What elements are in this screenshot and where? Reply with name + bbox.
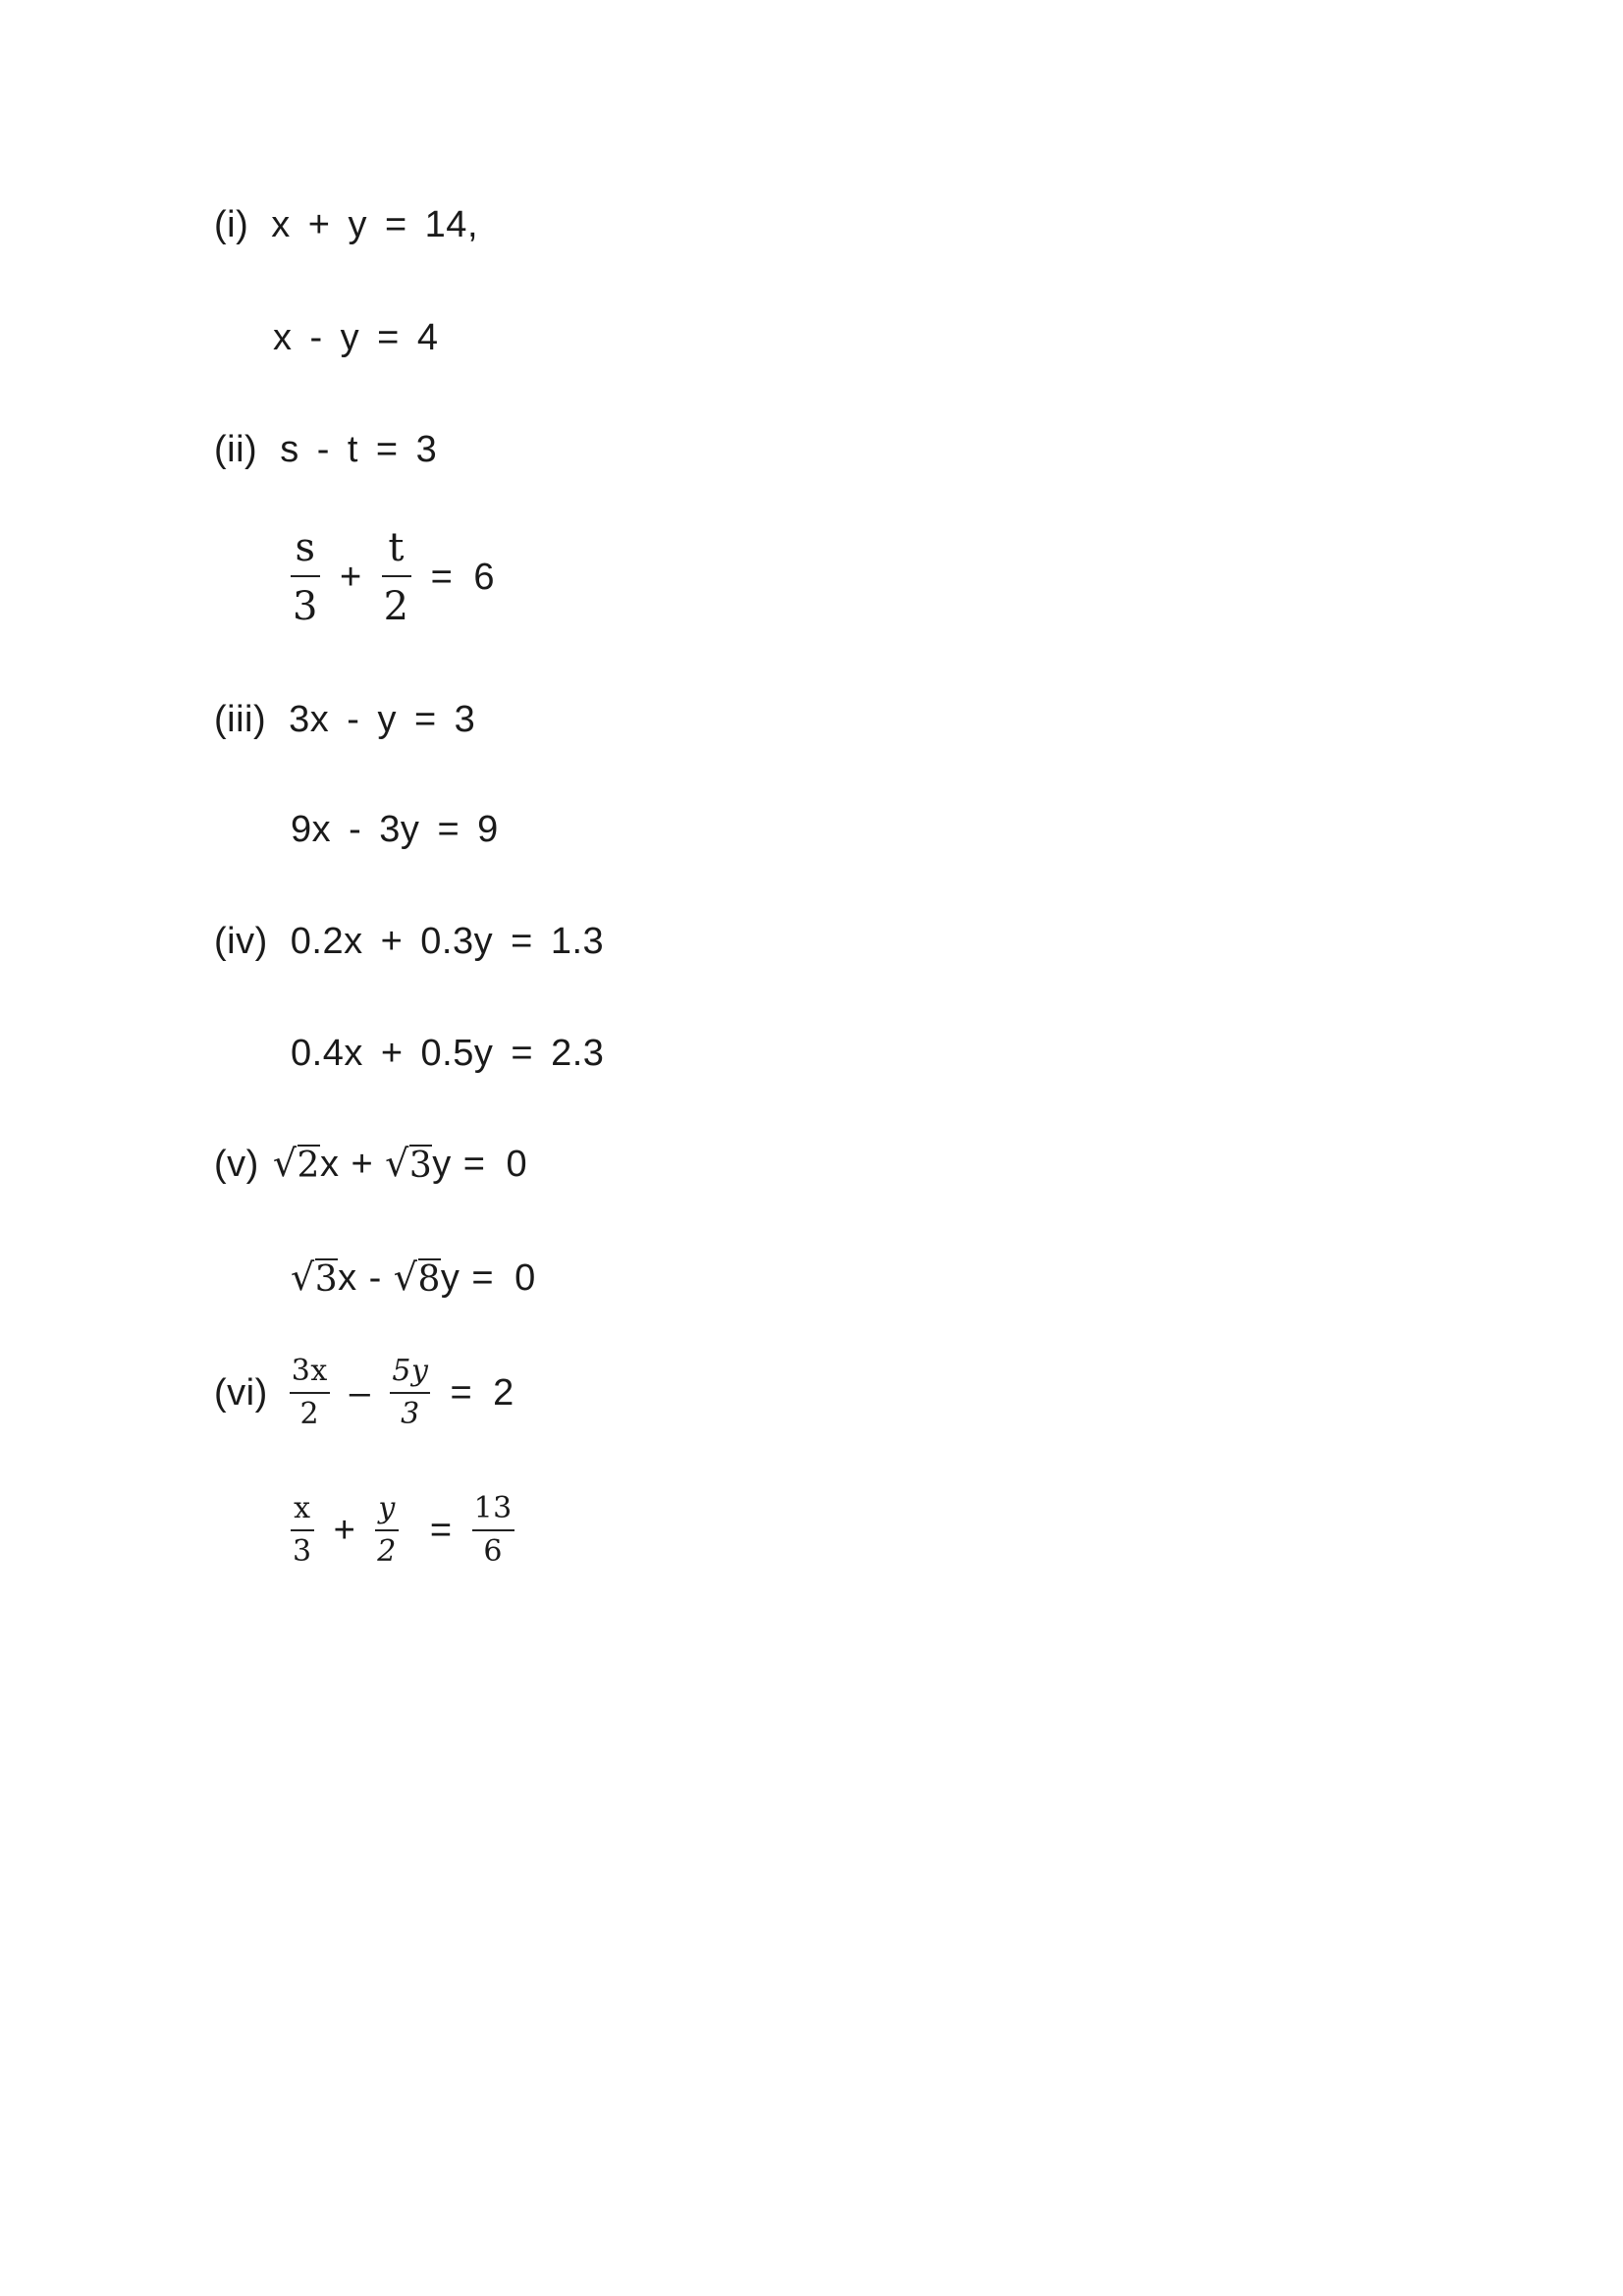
operator: +	[380, 1033, 404, 1074]
equals-sign: =	[384, 204, 407, 245]
radicand: 3	[314, 1259, 339, 1300]
term: 3x	[289, 699, 330, 740]
term: y	[348, 204, 367, 245]
problem-5-equation-1	[214, 1142, 536, 1186]
problem-5-equation-2	[291, 1255, 545, 1300]
problem-3-equation-2	[291, 811, 508, 848]
variable: y	[432, 1144, 452, 1185]
problem-label: (i)	[214, 204, 249, 245]
denominator: 3	[293, 584, 318, 629]
term: y	[340, 317, 360, 358]
problem-4-equation-2	[291, 1035, 613, 1072]
equals-sign: =	[413, 699, 437, 740]
rhs: 1.3	[550, 921, 605, 962]
operator: +	[351, 1144, 374, 1185]
problem-label: (iii)	[214, 699, 267, 740]
equals-sign: =	[375, 429, 399, 470]
rhs: 2.3	[551, 1033, 605, 1074]
rhs: 0	[514, 1257, 536, 1299]
operator: -	[368, 1257, 382, 1299]
denominator: 3	[293, 1534, 312, 1569]
variable: y	[440, 1257, 460, 1299]
variable: x	[319, 1144, 340, 1185]
numerator: s	[295, 525, 316, 570]
rhs: 9	[477, 809, 499, 850]
fraction	[472, 1491, 514, 1569]
fraction	[390, 1354, 430, 1431]
term: 0.2x	[290, 921, 363, 962]
problem-6-equation-1	[214, 1354, 523, 1431]
problem-3-equation-1	[214, 701, 484, 738]
problem-1-equation-2	[273, 319, 448, 356]
radicand: 3	[408, 1146, 433, 1186]
denominator: 3	[401, 1397, 420, 1431]
denominator: 2	[299, 1397, 320, 1431]
numerator: t	[388, 525, 405, 570]
term: t	[347, 429, 358, 470]
equals-sign: =	[429, 1510, 453, 1551]
problem-label: (vi)	[214, 1372, 268, 1414]
square-root	[272, 1142, 320, 1186]
problem-label: (v)	[214, 1144, 259, 1185]
problem-label: (ii)	[214, 429, 258, 470]
operator: +	[333, 1510, 356, 1551]
term: 9x	[291, 809, 332, 850]
radicand: 8	[417, 1259, 441, 1300]
fraction	[382, 525, 411, 629]
operator: –	[349, 1372, 371, 1414]
rhs: 4	[416, 317, 439, 358]
square-root	[385, 1142, 433, 1186]
problem-2-equation-1	[214, 431, 446, 468]
rhs: 3	[454, 699, 476, 740]
term: y	[377, 699, 397, 740]
radicand: 2	[297, 1146, 320, 1186]
equals-sign: =	[511, 921, 533, 962]
square-root	[393, 1255, 441, 1300]
fraction	[290, 1354, 330, 1431]
term: 3y	[379, 809, 420, 850]
problem-label: (iv)	[214, 921, 268, 962]
operator: -	[309, 317, 323, 358]
square-root	[291, 1255, 339, 1300]
term: x	[271, 204, 291, 245]
rhs: 0	[506, 1144, 528, 1185]
numerator: 3x	[291, 1354, 328, 1388]
problem-1-equation-1	[214, 206, 487, 243]
radical-sign: √	[272, 1142, 298, 1185]
numerator: 13	[473, 1491, 513, 1525]
fraction	[375, 1491, 399, 1569]
variable: x	[338, 1257, 357, 1299]
fraction	[291, 1491, 314, 1569]
rhs: 2	[493, 1372, 514, 1414]
equals-sign: =	[437, 809, 460, 850]
radical-sign: √	[393, 1255, 418, 1299]
denominator: 2	[377, 1534, 397, 1569]
equals-sign: =	[450, 1372, 473, 1414]
radical-sign: √	[385, 1142, 409, 1185]
term: 0.5y	[420, 1033, 494, 1074]
term: s	[280, 429, 299, 470]
fraction	[291, 525, 320, 629]
term: 0.4x	[291, 1033, 363, 1074]
operator: +	[307, 204, 331, 245]
operator: -	[347, 699, 360, 740]
rhs: 3	[415, 429, 438, 470]
denominator: 2	[383, 584, 409, 629]
rhs: 6	[473, 557, 495, 598]
problem-6-equation-2	[283, 1491, 522, 1569]
equals-sign: =	[462, 1144, 486, 1185]
radical-sign: √	[291, 1255, 315, 1299]
operator: +	[380, 921, 404, 962]
term: 0.3y	[420, 921, 494, 962]
equals-sign: =	[377, 317, 400, 358]
operator: -	[316, 429, 330, 470]
problem-4-equation-1	[214, 923, 613, 960]
operator: -	[349, 809, 362, 850]
equals-sign: =	[430, 557, 454, 598]
numerator: 5y	[392, 1354, 429, 1388]
operator: +	[339, 557, 362, 598]
numerator: x	[294, 1491, 311, 1525]
equals-sign: =	[471, 1257, 495, 1299]
term: x	[273, 317, 293, 358]
denominator: 6	[483, 1534, 503, 1569]
numerator: y	[378, 1491, 396, 1525]
problem-2-equation-2	[283, 525, 504, 629]
rhs: 14,	[424, 204, 478, 245]
equals-sign: =	[511, 1033, 534, 1074]
